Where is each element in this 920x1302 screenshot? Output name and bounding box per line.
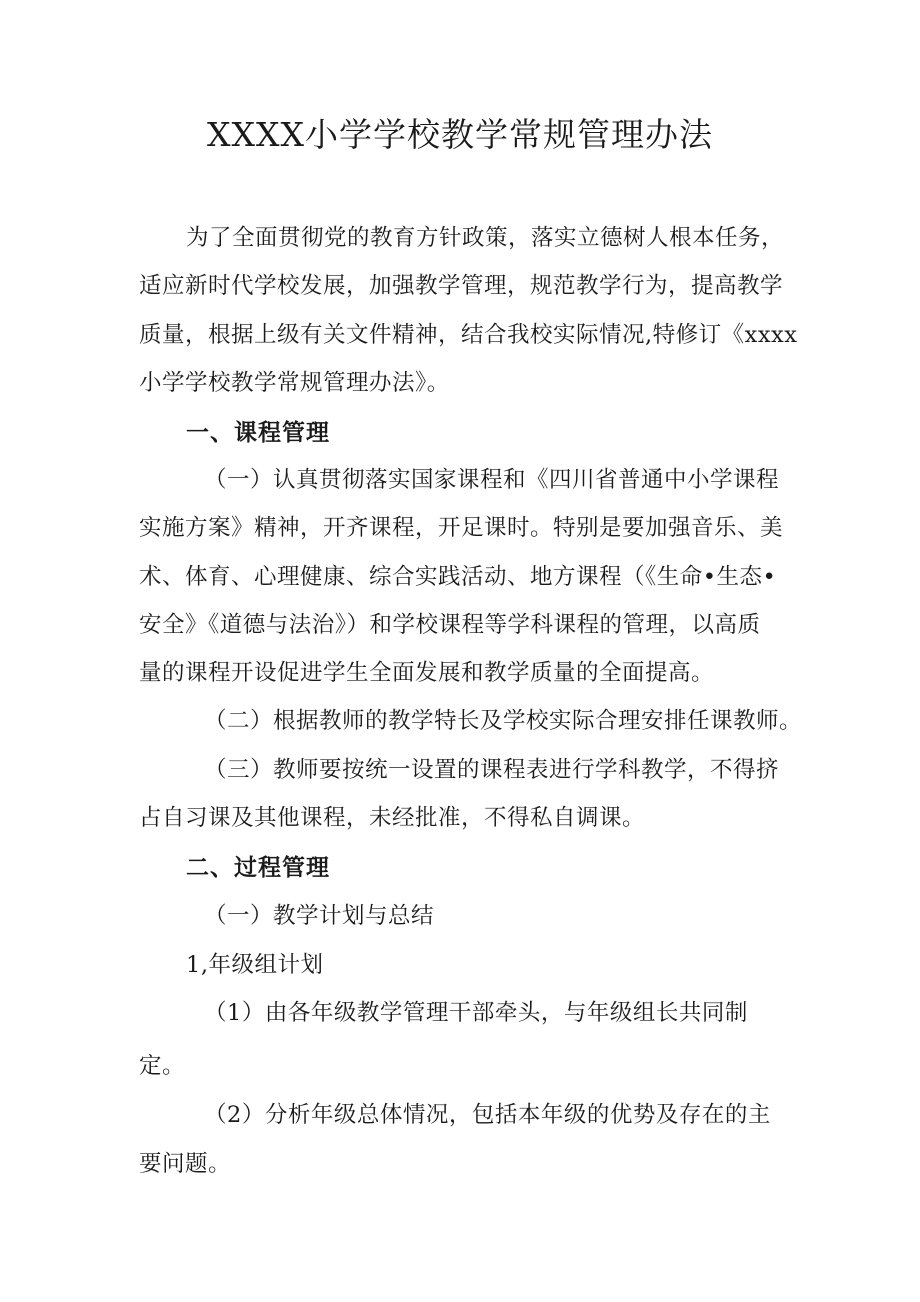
paragraph-line: 量的课程开设促进学生全面发展和教学质量的全面提高。 (139, 660, 715, 686)
paragraph-line: 安全》《道德与法治》）和学校课程等学科课程的管理，以高质 (139, 612, 761, 638)
paragraph-line: 要问题。 (139, 1151, 232, 1177)
section-heading-process: 二、过程管理 (186, 855, 330, 881)
section-heading-course: 一、课程管理 (186, 420, 330, 446)
subheading: （一）教学计划与总结 (204, 903, 435, 929)
paragraph-line: 占自习课及其他课程，未经批准，不得私自调课。 (139, 805, 646, 831)
paragraph-line: （1）由各年级教学管理干部牵头，与年级组长共同制 (204, 1000, 748, 1026)
paragraph-line: （一）认真贯彻落实国家课程和《四川省普通中小学课程 (204, 467, 780, 493)
paragraph-line: （三）教师要按统一设置的课程表进行学科教学，不得挤 (204, 757, 780, 783)
subheading: 1,年级组计划 (186, 952, 324, 978)
intro-line: 小学学校教学常规管理办法》。 (139, 370, 450, 396)
paragraph-line: 术、体育、心理健康、综合实践活动、地方课程（《生命•生态• (139, 564, 777, 590)
paragraph-line: 定。 (139, 1053, 186, 1079)
intro-line: 为了全面贯彻党的教育方针政策，落实立德树人根本任务， (186, 225, 785, 251)
paragraph-line: （二）根据教师的教学特长及学校实际合理安排任课教师。 (204, 708, 803, 734)
paragraph-line: 实施方案》精神，开齐课程，开足课时。特别是要加强音乐、美 (139, 515, 784, 541)
document-title: XXXX小学学校教学常规管理办法 (207, 115, 713, 154)
paragraph-line: （2）分析年级总体情况，包括本年级的优势及存在的主 (204, 1102, 771, 1128)
intro-line: 质量，根据上级有关文件精神，结合我校实际情况,特修订《xxxx (139, 322, 798, 348)
intro-line: 适应新时代学校发展，加强教学管理，规范教学行为，提高教学 (139, 273, 784, 299)
